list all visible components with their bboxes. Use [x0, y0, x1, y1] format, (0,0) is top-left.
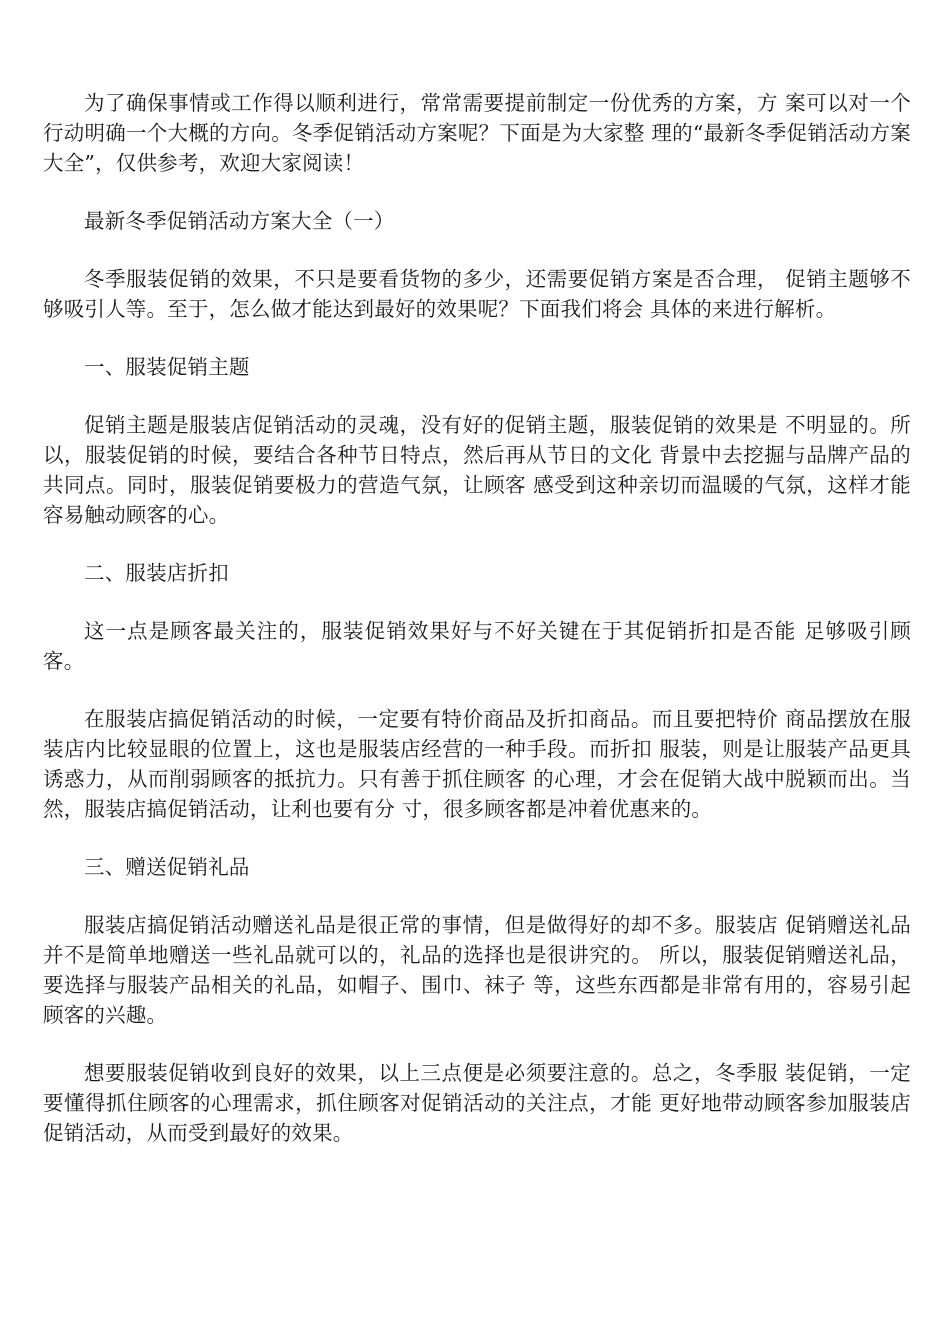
intro-paragraph: 为了确保事情或工作得以顺利进行，常常需要提前制定一份优秀的方案，方 案可以对一个行动明确一个大概的方向。冬季促销活动方案呢？下面是为大家整 理的“最新冬季促销活动方案大全”，仅供参考，欢迎大家阅读！: [43, 91, 911, 175]
discount-paragraph-2: 在服装店搞促销活动的时候，一定要有特价商品及折扣商品。而且要把特价 商品摆放在服装店内比较显眼的位置上，这也是服装店经营的一种手段。而折扣 服装，则是让服装产品更具诱惑力，从而削弱顾客的抵抗力。只有善于抓住顾客 的心理，才会在促销大战中脱颖而出。当然，服装店搞促销活动，让利也要有分 寸，很多顾客都是冲着优惠来的。: [43, 707, 911, 821]
overview-paragraph: 冬季服装促销的效果，不只是要看货物的多少，还需要促销方案是否合理， 促销主题够不够吸引人等。至于，怎么做才能达到最好的效果呢？下面我们将会 具体的来进行解析。: [43, 267, 911, 321]
promotion-theme-paragraph: 促销主题是服装店促销活动的灵魂，没有好的促销主题，服装促销的效果是 不明显的。所以，服装促销的时候，要结合各种节日特点，然后再从节日的文化 背景中去挖掘与品牌产品的共同点。同时，服装促销要极力的营造气氛，让顾客 感受到这种亲切而温暖的气氛，这样才能容易触动顾客的心。: [43, 413, 911, 527]
heading-discount: 二、服装店折扣: [84, 561, 229, 585]
section-title: 最新冬季促销活动方案大全（一）: [84, 209, 395, 233]
document-body: [43, 88, 911, 1176]
discount-paragraph-1: 这一点是顾客最关注的，服装促销效果好与不好关键在于其促销折扣是否能 足够吸引顾客。: [43, 619, 911, 673]
gifts-paragraph: 服装店搞促销活动赠送礼品是很正常的事情，但是做得好的却不多。服装店 促销赠送礼品并不是简单地赠送一些礼品就可以的，礼品的选择也是很讲究的。 所以，服装促销赠送礼品，要选择与服装产品相关的礼品，如帽子、围巾、袜子 等，这些东西都是非常有用的，容易引起顾客的兴趣。: [43, 913, 911, 1027]
heading-promotion-theme: 一、服装促销主题: [84, 355, 250, 379]
conclusion-paragraph: 想要服装促销收到良好的效果，以上三点便是必须要注意的。总之，冬季服 装促销，一定要懂得抓住顾客的心理需求，抓住顾客对促销活动的关注点，才能 更好地带动顾客参加服装店促销活动，从而受到最好的效果。: [43, 1061, 911, 1145]
heading-gifts: 三、赠送促销礼品: [84, 855, 250, 879]
